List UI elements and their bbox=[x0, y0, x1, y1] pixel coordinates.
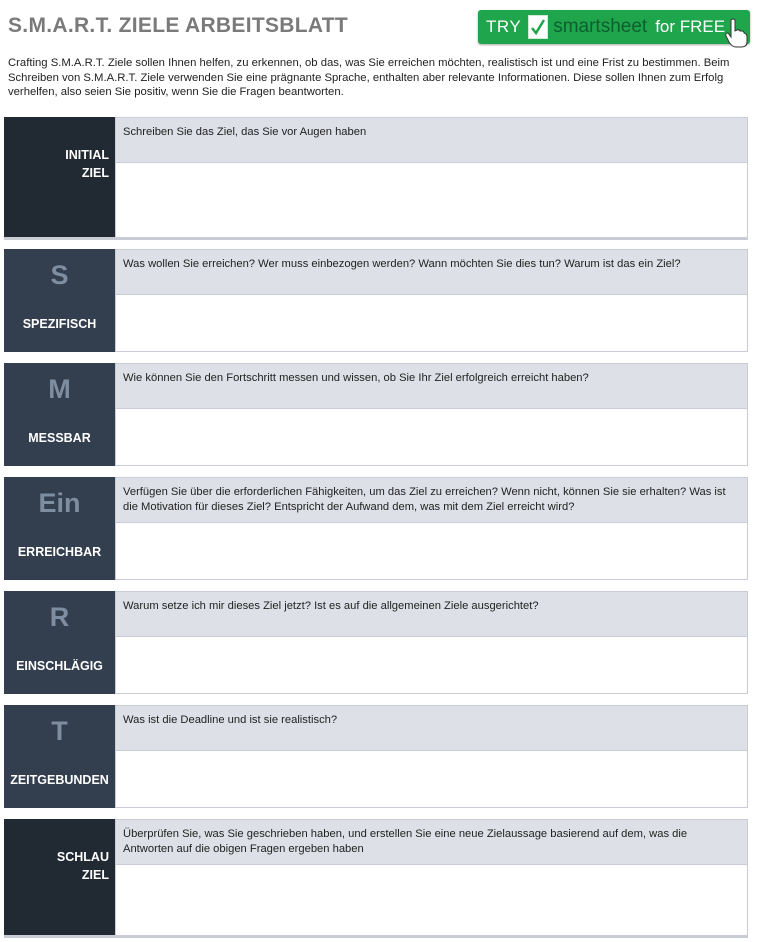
measurable-answer-field[interactable] bbox=[115, 409, 748, 466]
smart-goal-answer-field[interactable] bbox=[115, 865, 748, 936]
achievable-label-block bbox=[4, 477, 115, 580]
row-specific bbox=[4, 249, 748, 352]
time-bound-label-block bbox=[4, 705, 115, 808]
initial-label-line2: ZIEL bbox=[81, 166, 109, 180]
divider bbox=[4, 237, 748, 240]
smart-goal-label-block bbox=[4, 819, 115, 936]
try-smartsheet-button[interactable] bbox=[478, 10, 750, 44]
initial-goal-label-block bbox=[4, 117, 115, 238]
measurable-letter: M bbox=[48, 374, 71, 404]
time-bound-answer-field[interactable] bbox=[115, 751, 748, 808]
page-title: S.M.A.R.T. ZIELE ARBEITSBLATT bbox=[8, 14, 349, 37]
checkmark-icon bbox=[528, 15, 548, 39]
achievable-letter: Ein bbox=[38, 488, 81, 518]
specific-label: SPEZIFISCH bbox=[22, 317, 97, 331]
measurable-question: Wie können Sie den Fortschritt messen und wissen, ob Sie Ihr Ziel erfolgreich erreicht haben? bbox=[115, 363, 748, 409]
achievable-question: Verfügen Sie über die erforderlichen Fähigkeiten, um das Ziel zu erreichen? Wenn nicht, können Sie sie erhalten? Was ist die Motivation für dieses Ziel? Entspricht der Aufwand dem, was mit dem Ziel erreicht wird? bbox=[115, 477, 748, 523]
specific-answer-field[interactable] bbox=[115, 295, 748, 352]
hand-cursor-icon bbox=[724, 18, 748, 48]
specific-letter: S bbox=[50, 260, 69, 290]
time-bound-letter: T bbox=[51, 716, 68, 746]
for-free-label: for FREE bbox=[655, 17, 726, 36]
row-initial-goal bbox=[4, 117, 748, 238]
initial-goal-answer-field[interactable] bbox=[115, 163, 748, 238]
row-measurable bbox=[4, 363, 748, 466]
relevant-question: Warum setze ich mir dieses Ziel jetzt? Ist es auf die allgemeinen Ziele ausgerichtet? bbox=[115, 591, 748, 637]
smartsheet-logo-text: smartsheet bbox=[553, 16, 648, 37]
measurable-label: MESSBAR bbox=[28, 431, 91, 445]
smart-label-line1: SCHLAU bbox=[56, 850, 109, 864]
row-time-bound bbox=[4, 705, 748, 808]
smart-label-line2: ZIEL bbox=[81, 868, 109, 882]
row-relevant bbox=[4, 591, 748, 694]
try-label: TRY bbox=[486, 17, 522, 36]
relevant-label-block bbox=[4, 591, 115, 694]
divider bbox=[4, 935, 748, 938]
relevant-answer-field[interactable] bbox=[115, 637, 748, 694]
intro-text: Crafting S.M.A.R.T. Ziele sollen Ihnen helfen, zu erkennen, ob das, was Sie erreichen möchten, realistisch ist und eine Frist zu bestimmen. Beim Schreiben von S.M.A.R.T. Ziele verwenden Sie eine prägnante Sprache, enthalten aber relevante Informationen. Diese sollen Ihnen zum Erfolg verhelfen, also seien Sie positiv, wenn Sie die Fragen beantworten. bbox=[8, 57, 730, 99]
initial-label-line1: INITIAL bbox=[65, 148, 109, 162]
relevant-label: EINSCHLÄGIG bbox=[16, 659, 103, 673]
achievable-label: ERREICHBAR bbox=[17, 545, 102, 559]
relevant-letter: R bbox=[49, 602, 70, 632]
initial-goal-question: Schreiben Sie das Ziel, das Sie vor Augen haben bbox=[115, 117, 748, 163]
specific-label-block bbox=[4, 249, 115, 352]
time-bound-question: Was ist die Deadline und ist sie realistisch? bbox=[115, 705, 748, 751]
time-bound-label: ZEITGEBUNDEN bbox=[10, 773, 109, 787]
row-achievable bbox=[4, 477, 748, 580]
specific-question: Was wollen Sie erreichen? Wer muss einbezogen werden? Wann möchten Sie dies tun? Warum ist das ein Ziel? bbox=[115, 249, 748, 295]
measurable-label-block bbox=[4, 363, 115, 466]
row-smart-goal bbox=[4, 819, 748, 936]
smart-goal-question: Überprüfen Sie, was Sie geschrieben haben, und erstellen Sie eine neue Zielaussage basierend auf dem, was die Antworten auf die obigen Fragen ergeben haben bbox=[115, 819, 748, 865]
achievable-answer-field[interactable] bbox=[115, 523, 748, 580]
